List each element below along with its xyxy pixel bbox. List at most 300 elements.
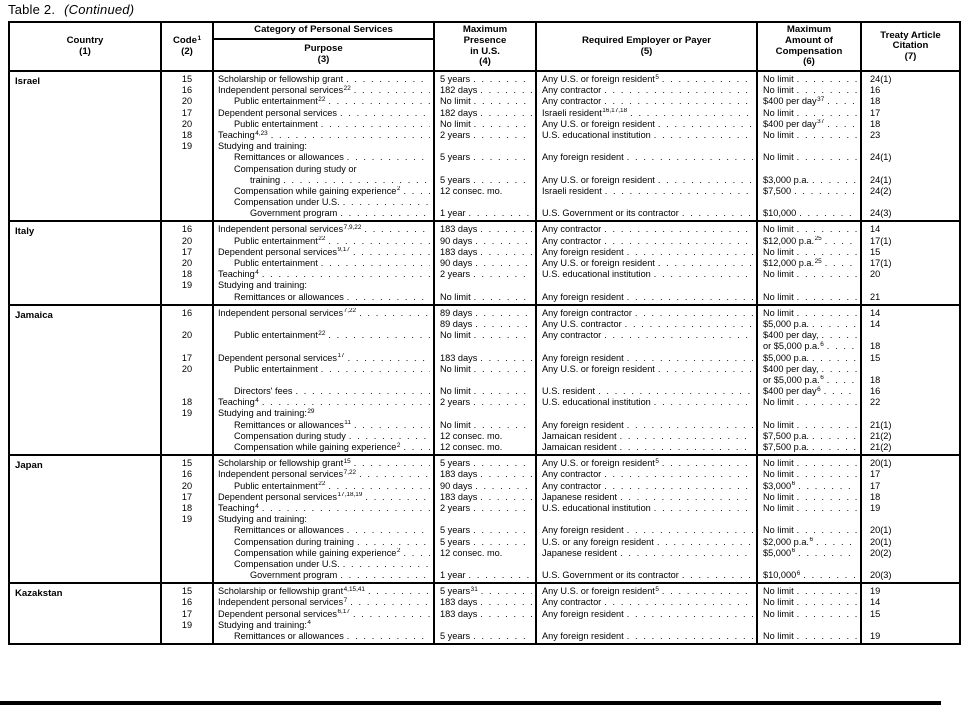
dot-leader [364,224,430,235]
cell-text: 2 years [440,502,471,513]
table-cell-line [162,341,212,352]
dot-leader [480,609,532,620]
dot-leader [321,258,430,269]
dot-leader [473,525,532,536]
table-cell-line [435,570,535,581]
table-cell-line [758,224,860,235]
purpose-col [212,456,433,582]
dot-leader [473,74,532,85]
table-cell-line [862,208,959,219]
table-cell-line [162,130,212,141]
table-cell-line [537,141,756,152]
table-cell-line [162,292,212,303]
table-cell-line: Remittances or allowances 11 . . . [214,420,433,431]
dot-leader [797,397,857,408]
table-cell-line [537,319,756,330]
cell-text: No limit [763,458,794,469]
dot-leader [262,503,430,514]
table-cell-line: Scholarship or fellowship grant 4,15,41 . . . [214,586,433,597]
dot-leader [359,469,430,480]
cell-text: U.S. educational institution [542,269,651,280]
cell-text: $400 per day [763,96,817,107]
cell-text: 18 [870,341,881,352]
table-cell-line: Compensation while gaining experience 2 . . . [214,442,433,453]
dot-leader [662,586,753,597]
table-cell-line [162,353,212,364]
table-cell-line [537,197,756,208]
table-cell-line [162,197,212,208]
table-cell-line [758,586,860,597]
table-cell-line [758,408,860,419]
table-cell-line [537,186,756,197]
cell-text: No limit [763,469,794,480]
cell-text: 90 days [440,235,473,246]
table-cell-line [537,258,756,269]
table-cell-line [758,353,860,364]
table-cell-line: Public entertainment 22 . . . [214,330,433,341]
dot-leader [604,597,753,608]
table-cell-line [758,420,860,431]
header-line: Maximum [462,24,508,36]
country-name: Japan [15,460,43,472]
table-cell-line [214,319,433,330]
cell-text: Government program [250,208,338,219]
table-cell-line [758,152,860,163]
table-cell-line [537,292,756,303]
dot-leader [797,130,857,141]
header-line: (6) [803,56,815,68]
cell-text: Any foreign resident [542,352,624,363]
table-cell-line [537,597,756,608]
dot-leader [627,152,753,163]
cell-text: 20 [181,258,193,268]
cell-text: 18 [870,491,881,502]
cell-text: 24(1) [870,152,892,163]
employer-col [535,456,756,582]
table-cell-line [214,258,433,269]
table-cell-line [162,108,212,119]
table-header-row [10,23,959,70]
table-cell-line [862,537,959,548]
cell-text: Japanese resident [542,491,618,502]
table-cell-line [862,96,959,107]
table-cell-line [537,514,756,525]
code-col [160,72,212,220]
footnote-superscript: 1 [197,34,202,42]
dot-leader [798,548,857,559]
table-cell-line [862,620,959,631]
cell-text: Any contractor [542,330,602,341]
cell-text: Teaching [218,129,255,140]
cell-text: No limit [763,525,794,536]
table-cell-line [537,609,756,620]
cell-text: 5 years [440,631,471,641]
table-cell-line [435,431,535,442]
dot-leader [824,386,857,397]
table-cell-line: Teaching 4 . . . [214,503,433,514]
table-cell-line: $5,000 6 . . . [758,548,860,559]
dot-leader [803,570,857,581]
header-line: Purpose [304,43,343,55]
table-cell-line [162,442,212,453]
cell-text: Any U.S. or foreign resident [542,586,655,597]
cell-text: $10,000 [763,208,797,219]
dot-leader [812,319,857,330]
dot-leader [812,442,857,453]
table-cell-line: $3,000 6 . . . [758,481,860,492]
table-cell-line [162,570,212,581]
cell-text: 12 consec. mo. [440,547,503,558]
dot-leader [403,442,430,453]
table-cell-line [537,341,756,352]
table-cell-line [162,469,212,480]
table-cell-line [758,197,860,208]
table-cell-line: Independent personal services 22 . . . [214,85,433,96]
table-cell-line [862,152,959,163]
table-cell-line [862,197,959,208]
table-cell-line [162,597,212,608]
header-line: Required Employer or Payer [581,34,712,46]
country-name: Italy [15,226,35,238]
cell-text: Public entertainment [234,330,318,341]
cell-text: 20 [181,363,193,374]
table-cell-line [162,364,212,375]
dot-leader [627,292,753,303]
dot-leader [473,269,532,280]
table-cell-line [537,431,756,442]
dot-leader [627,420,753,431]
cell-text: 14 [870,307,881,318]
cell-text: 16 [181,85,193,96]
dot-leader [473,397,532,408]
cell-text: Scholarship or fellowship grant [218,458,344,469]
cell-text: 17(1) [870,258,892,268]
cell-text: 19 [870,631,881,641]
table-cell-line [758,458,860,469]
table-cell-line [758,130,860,141]
cell-text: U.S. educational institution [542,502,651,513]
cell-text: Any U.S. contractor [542,318,622,329]
cell-text: No limit [763,397,794,408]
cell-text: Public entertainment [234,480,318,491]
cell-text: 5 years [440,458,471,469]
cell-text: Any U.S. or foreign resident [542,174,655,185]
dot-leader [473,631,532,642]
table-cell-line: $2,000 p.a. 6 . . . [758,537,860,548]
header-line: Maximum [786,24,832,36]
cell-text: No limit [763,85,794,96]
dot-leader [630,108,753,119]
table-cell-line [862,341,959,352]
table-cell-line [537,525,756,536]
cell-text: $10,000 [763,570,797,581]
cell-text: Any contractor [542,480,602,491]
cell-text: No limit [440,291,471,302]
table-cell-line [862,386,959,397]
dot-leader [474,119,532,130]
cell-text: Independent personal services [218,224,344,235]
cell-text: Teaching [218,502,255,513]
cell-text: No limit [440,386,471,397]
table-cell-line [435,96,535,107]
cell-text: Studying and training: [218,141,307,152]
cell-text: 24(1) [870,74,892,84]
dot-leader [627,609,753,620]
presence-col [433,222,535,303]
header-country [10,23,160,70]
table-cell-line [435,130,535,141]
citation-col [860,72,959,220]
header-line: Code$^1$ [172,34,202,46]
table-cell-line [214,292,433,303]
cell-text: or $5,000 p.a. [763,341,820,352]
table-cell-line [435,537,535,548]
table-cell-line [162,492,212,503]
dot-leader [797,420,857,431]
dot-leader [480,85,532,96]
header-code [160,23,212,70]
cell-text: No limit [763,224,794,235]
dot-leader [604,469,753,480]
dot-leader [328,330,430,341]
header-line: (4) [479,56,491,68]
table-cell-line: Public entertainment 22 . . . [214,96,433,107]
table-cell-line [162,559,212,570]
header-employer [535,23,756,70]
dot-leader [347,292,430,303]
table-cell-line [435,236,535,247]
table-cell-line: Teaching 4 . . . [214,397,433,408]
cell-text: No limit [440,330,471,341]
table-cell-line [162,164,212,175]
table-cell-line [162,431,212,442]
compensation-col [756,222,860,303]
cell-text: No limit [763,502,794,513]
table-cell-line: Teaching 4,23 . . . [214,130,433,141]
dot-leader [797,458,857,469]
table-cell-line [862,308,959,319]
cell-text: Studying and training: [218,514,307,525]
table-cell-line [537,397,756,408]
dot-leader [827,341,857,352]
cell-text: 183 days [440,469,478,480]
table-cell-line [214,280,433,291]
cell-text: No limit [763,608,794,619]
table-cell-line [435,503,535,514]
dot-leader [271,130,430,141]
table-cell-line [862,631,959,642]
table-cell-line [537,481,756,492]
table-cell-line [537,353,756,364]
table-cell-line [162,236,212,247]
cell-text: No limit [763,107,794,118]
table-cell-line [435,631,535,642]
cell-text: 5 years [440,586,471,597]
table-cell-line [862,74,959,85]
cell-text: Any foreign resident [542,291,624,302]
table-cell-line: Independent personal services 7,22 . . . [214,308,433,319]
table-cell-line [537,269,756,280]
table-cell-line [758,247,860,258]
cell-text: 5 years [440,174,471,185]
cell-text: No limit [763,74,794,84]
dot-leader [343,197,430,208]
cell-text: 15 [181,458,193,469]
cell-text: or $5,000 p.a. [763,374,820,385]
cell-text: Scholarship or fellowship grant [218,586,344,597]
cell-text: 20(3) [870,570,892,581]
cell-text: Compensation during training [234,536,355,547]
table-cell-line: Any U.S. or foreign resident 5 . . . [537,74,756,85]
dot-leader [475,236,532,247]
table-cell-line [537,280,756,291]
citation-col [860,306,959,454]
cell-text: 89 days [440,318,473,329]
table-cell-line [862,236,959,247]
table-cell-line [862,492,959,503]
table-cell-line [862,408,959,419]
table-cell-line [537,130,756,141]
cell-text: $3,000 p.a. [763,174,809,185]
cell-text: 2 years [440,129,471,140]
table-cell-line: Independent personal services 7,9,22 . . . [214,224,433,235]
table-cell-line: Independent personal services 7,22 . . . [214,469,433,480]
dot-leader [481,586,532,597]
table-cell-line [862,586,959,597]
table-cell-line [862,375,959,386]
cell-text: 12 consec. mo. [440,430,503,441]
cell-text: $400 per day [763,386,817,397]
table-cell-line: $12,000 p.a. 25 . . . [758,258,860,269]
dot-leader [797,74,857,85]
table-cell-line: or $5,000 p.a. 6 . . . [758,341,860,352]
table-cell-line [162,208,212,219]
dot-leader [799,208,857,219]
cell-text: Independent personal services [218,307,344,318]
cell-text: 18 [870,118,881,129]
dot-leader [328,481,430,492]
table-cell-line [435,319,535,330]
cell-text: $3,000 [763,480,792,491]
cell-text: Any U.S. or foreign resident [542,363,655,374]
cell-text: Remittances or allowances [234,525,344,536]
table-cell-line [537,386,756,397]
citation-col [860,456,959,582]
dot-leader [473,503,532,514]
cell-text: No limit [763,291,794,302]
cell-text: 20 [181,235,193,246]
table-cell-line [537,548,756,559]
dot-leader [480,247,532,258]
table-cell-line [862,108,959,119]
compensation-col [756,584,860,643]
table-cell-line [758,330,860,341]
header-presence [433,23,535,70]
cell-text: 24(2) [870,185,892,196]
cell-text: 16 [870,386,881,397]
dot-leader [797,586,857,597]
table-cell-line [758,175,860,186]
cell-text: 20 [181,118,193,129]
country-section-kazakstan [10,582,959,643]
cell-text: Remittances or allowances [234,152,344,163]
table-cell-line [162,548,212,559]
dot-leader [627,353,753,364]
dot-leader [283,175,430,186]
cell-text: $12,000 p.a. [763,235,815,246]
table-cell-line [758,292,860,303]
dot-leader [480,469,532,480]
dot-leader [354,458,430,469]
header-category-label: Category of Personal Services [214,23,433,40]
dot-leader [627,247,753,258]
cell-text: 182 days [440,85,478,96]
table-cell-line [214,341,433,352]
dot-leader [480,108,532,119]
cell-text: Dependent personal services [218,246,337,257]
cell-text: 19 [181,514,193,525]
table-cell-line [162,269,212,280]
cell-text: Any contractor [542,85,602,96]
dot-leader [475,481,532,492]
cell-text: 23 [870,129,881,140]
dot-leader [473,175,532,186]
table-cell-line [537,631,756,642]
cell-text: 14 [870,224,881,235]
table-cell-line [162,631,212,642]
cell-text: 18 [181,397,193,408]
dot-leader [658,175,753,186]
table-cell-line [758,308,860,319]
table-cell-line [435,108,535,119]
cell-text: 19 [870,502,881,513]
cell-text: U.S. educational institution [542,129,651,140]
dot-leader [473,130,532,141]
purpose-col [212,72,433,220]
table-cell-line [862,258,959,269]
cell-text: 18 [181,129,193,140]
table-cell-line [162,386,212,397]
cell-text: Dependent personal services [218,352,337,363]
dot-leader [354,85,430,96]
dot-leader [797,597,857,608]
dot-leader [262,397,430,408]
dot-leader [662,74,753,85]
table-cell-line [162,141,212,152]
table-cell-line [537,559,756,570]
cell-text: Any foreign resident [542,525,624,536]
cell-text: 182 days [440,107,478,118]
cell-text: 19 [870,586,881,597]
compensation-col [756,456,860,582]
table-cell-line [435,353,535,364]
treaty-table [8,21,961,645]
code-col [160,456,212,582]
country-name: Kazakstan [15,588,63,600]
table-cell-line: Studying and training: 29 [218,408,315,419]
table-cell-line [758,631,860,642]
cell-text: No limit [763,631,794,641]
table-cell-line [162,258,212,269]
table-cell-line [435,341,535,352]
dot-leader [797,525,857,536]
cell-text: 24(1) [870,174,892,185]
header-category-purpose [212,23,433,70]
dot-leader [357,537,430,548]
cell-text: Any foreign resident [542,246,624,257]
table-cell-line [862,330,959,341]
cell-text: 12 consec. mo. [440,185,503,196]
